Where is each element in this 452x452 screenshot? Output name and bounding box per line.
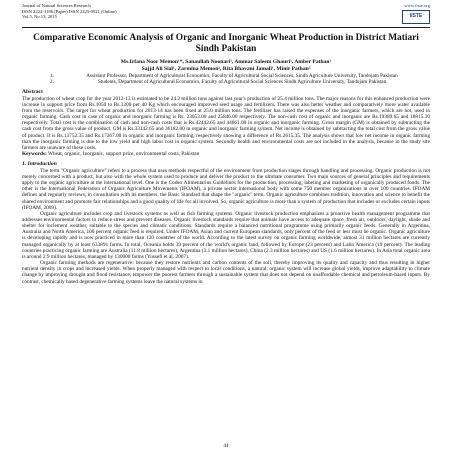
page-number: 44	[223, 444, 229, 449]
body-paragraph-2: Organic agriculture includes crop and livestock systems as well as fish farming systems. Organic livestock production emphasizes a proactive health management programme that addresses environmental factors to reduce stress and prevent diseases. Organic livestock standards require that animals have access to adequate space, fresh air, outdoors, daylight, shade and shelter for inclement weather, suitable to the species and climatic conditions. Standards require a balanced nutritional programme using primarily organic feeds. Generally in Argentina, Australia and North America, 100 percent organic feed is required. Under IFOAM, Asian and current European standards, only percent of the feed or less must be organic. Organic agriculture is developing rapidly and is now practiced in more than 120 countries of the world. According to the latest survey on organic farming worldwide, almost 31 million hectares are currently managed organically by at least 633891 farms. In total, Oceania holds 39 percent of the world's organic land, followed by Europe (23 percent) and Latin America (19 percent). The leading countries practicing organic farming are Australia (11.8 million hectares), Argentina (3.1 million hectares), China (2.3 million hectares) and US (1.6 million hectares). In Asia total organic area is around 2.9 million hectares, managed by 130000 farms (Yussefi et al. 2007).	[22, 210, 430, 260]
paper-title: Comparative Economic Analysis of Organic and Inorganic Wheat Production in District Matiari Sindh Pakistan	[33, 33, 419, 54]
affiliation-text: Students, Department of Agricultural Economics, Faculty of Agricultural Social Sciences Sindh Agriculture University, Tandojam Pakistan	[97, 78, 387, 85]
journal-info	[22, 3, 117, 20]
running-header	[22, 3, 430, 27]
iiste-logo: IISTE	[402, 10, 430, 24]
keywords	[22, 151, 430, 157]
body-paragraph-3: Organic farming methods are regenerative: because they restore nutrients and carbon contents of the soil, thereby improving its quality and capacity and thus resulting in higher nutrient density in crops and increased yields. When properly managed with respect to local conditions, a natural, organic system will increase global yields, improve adaptability to climate change by improving drought and flood resistance, empower the poorest farmers through a sustainable system that does not depend on unaffordable chemical and petroleum-based inputs. By contrast, chemically based degenerative farming systems leave the natural systems in	[22, 260, 430, 285]
abstract-text: The production of wheat crop for the year 2012-13 is estimated to be 24.2 million tons against last year's production of 25.4 million tons. The major reasons for this enhanced production were increase in support price from Rs.1050 to Rs.1200 per 40 Kg which encouraged improved seed usage and fertilizers. There was also better weather and comparatively more water available from the reservoirs. The target for wheat production for 2013-14 has been fixed at 25.0 million tons. The fertilizer has raised the expenses of the inorganic farmers, which are not, used in organic farming. Cash cost in case of organic and inorganic farming is Rs. 23053.00 and 25846.00 respectively. The non-cash cost of organic and inorganic are Rs.19389.65 and 18815.10 respectively. Total cost is the combination of cash and non-cash costs that is Rs.42442.65 and 44661.00 in organic and inorganic farming. Gross margin (GM) is obtained by subtracting the cash cost from the gross value of product. GM is Rs.33142.65 and 36182.00 in organic and inorganic farming system. Net income is obtained by subtracting the total cost from the gross value of product. It is Rs.13752.35 and Rs.17367.00 in organic and inorganic farming, respectively showing a difference of Rs.2615.35. The analysis shows that low net income in organic farming than the inorganic farming is due to the low yield and high labor cost in organic system. Secondly health and environmental costs are not included in the analysis, because in the study site farmers are unaware of these costs.	[22, 95, 430, 151]
keywords-label: Keywords:	[22, 151, 47, 157]
introduction-heading: 1. Introduction	[22, 161, 57, 168]
authors-line-2: Sajjd Ali Sial¹, Zarmina Memon², Rita Bhavani Jamali¹, Minir Pathan²	[141, 65, 311, 72]
authors-line-1: Ms.Irfana Noor Memon¹*, Sanaullah Noonari¹, Ammar Saleem Ghauri¹, Amber Pathan¹	[120, 59, 332, 65]
issn: ISSN 2224-3186 (Paper) ISSN 2225-0921 (Online)	[22, 8, 117, 14]
affiliation-2	[50, 79, 420, 85]
website-link[interactable]: www.iiste.org	[404, 3, 430, 8]
header-rule	[22, 27, 430, 28]
abstract-heading: Abstract	[22, 89, 43, 95]
affiliation-number: 1.	[50, 72, 54, 79]
keywords-text: Wheat, organic, Inorganic, support price, environmental costs, Pakistan	[46, 151, 200, 157]
affiliations	[50, 73, 420, 85]
journal-name: Journal of Natural Sciences Research	[22, 3, 91, 8]
affiliation-number: 2.	[50, 78, 54, 85]
body-paragraph-1: The term "Organic agriculture" refers to a process that uses methods respectful of the environment from production stages through handling and processing. Organic production is not merely concerned with a product, but also with the whole system used to produce and deliver the product to the ultimate consumer. Two main sources of general principles and requirements apply to the organic agriculture at the international level. One is the Codex Alimentarius Guidelines for the production, processing, labeling and marketing of organically produced foods. The other is the International Federation of Organic Agriculture Movements (IFOAM), a private sector international body with some 750 member organizations in over 100 countries. IFOAM defines and regularly reviews, in consultation with its members, the Basic Standard that shape the "organic" term. Organic agriculture combines tradition, innovation and science to benefit the shared environment and promote fair relationships and a good quality of life for all involved. So, organic agriculture is more than a system of production that includes or excludes certain inputs (IFOAM, 2009).	[22, 167, 430, 211]
affiliation-text: Assistant Professor, Department of Agricultural Economics, Faculty of Agricultural Social Sciences, Sindh Agriculture University, Tandojam Pakistan	[86, 72, 398, 79]
volume: Vol.5, No.13, 2015	[22, 14, 57, 20]
